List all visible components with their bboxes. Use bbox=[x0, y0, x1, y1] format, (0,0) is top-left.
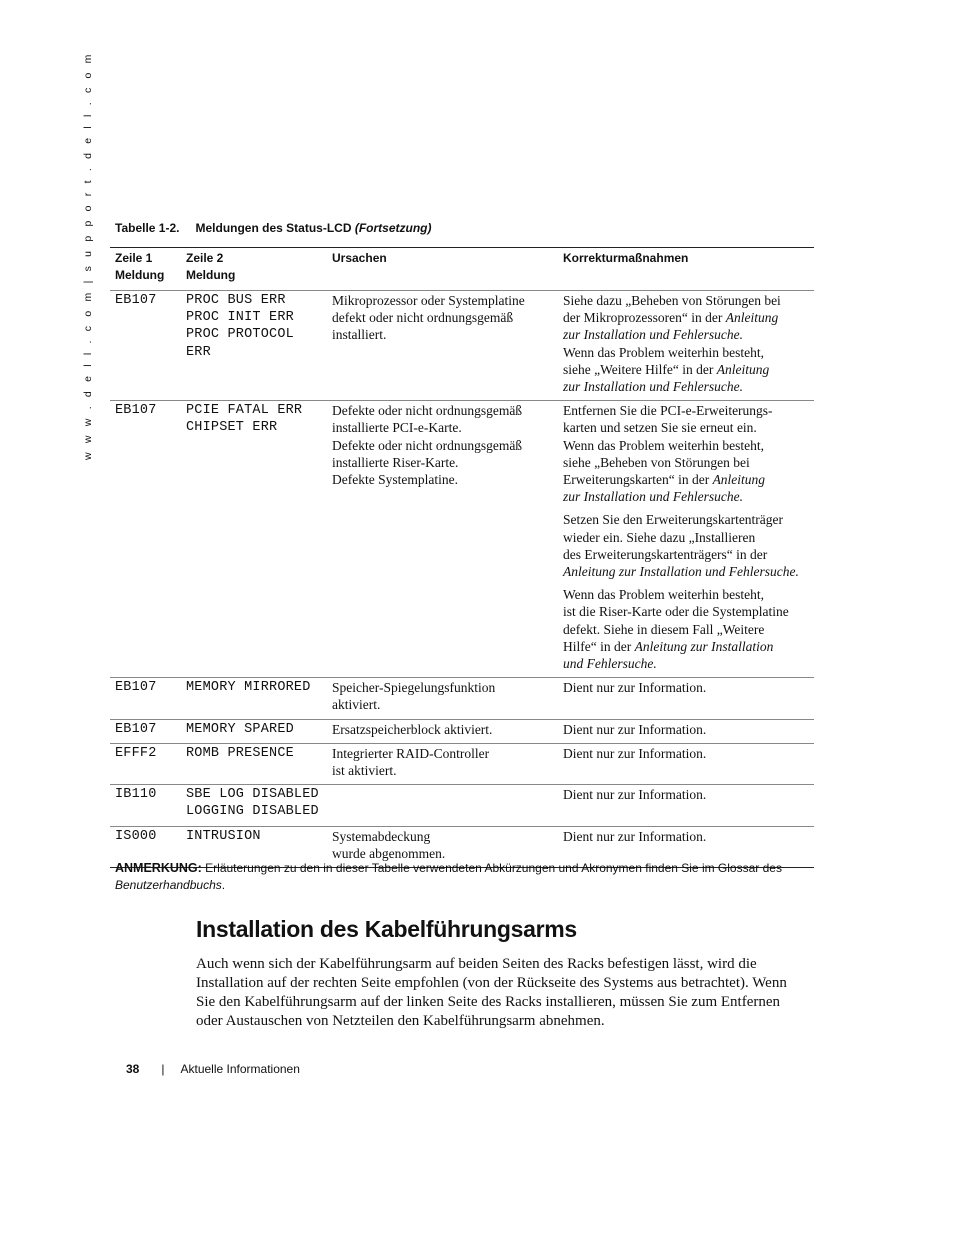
status-lcd-table bbox=[110, 247, 814, 868]
action-line: defekt. Siehe in diesem Fall „Weitere bbox=[563, 621, 765, 637]
message-line: INTRUSION bbox=[186, 828, 261, 844]
page-number: 38 bbox=[126, 1062, 140, 1076]
note-end: . bbox=[221, 878, 226, 892]
action-line: zur Installation und Fehlersuche. bbox=[563, 327, 743, 343]
action-line: Setzen Sie den Erweiterungskartenträger bbox=[563, 512, 784, 528]
cause-line: Systemabdeckung bbox=[332, 828, 431, 844]
action-line: Wenn das Problem weiterhin besteht, bbox=[563, 587, 764, 603]
side-url: w w w . d e l l . c o m | s u p p o r t . d e l l . c o m bbox=[82, 51, 94, 460]
table-row bbox=[110, 401, 814, 678]
cell-action bbox=[558, 785, 814, 826]
cause-line: Defekte Systemplatine. bbox=[332, 472, 458, 488]
action-paragraph bbox=[563, 721, 808, 738]
cell-line1-code: EFFF2 bbox=[110, 743, 181, 784]
table-row bbox=[110, 743, 814, 784]
action-line: siehe „Weitere Hilfe“ in der Anleitung bbox=[563, 361, 770, 377]
action-line: Hilfe“ in der Anleitung zur Installation bbox=[563, 638, 774, 654]
note bbox=[115, 860, 805, 894]
cell-line2-message bbox=[181, 785, 327, 826]
cause-line: installierte Riser-Karte. bbox=[332, 454, 459, 470]
note-label: ANMERKUNG: bbox=[115, 861, 202, 875]
message-line: MEMORY MIRRORED bbox=[186, 680, 311, 696]
message-line: ROMB PRESENCE bbox=[186, 745, 294, 761]
action-line: Dient nur zur Information. bbox=[563, 680, 707, 696]
cell-cause bbox=[327, 785, 558, 826]
cell-cause bbox=[327, 678, 558, 719]
message-line: PCIE FATAL ERR bbox=[186, 403, 303, 419]
section-heading: Installation des Kabelführungsarms bbox=[196, 916, 577, 942]
cell-line1-code: EB107 bbox=[110, 291, 181, 401]
cell-action bbox=[558, 743, 814, 784]
action-line: Wenn das Problem weiterhin besteht, bbox=[563, 437, 764, 453]
cause-line: installiert. bbox=[332, 327, 387, 343]
action-line: zur Installation und Fehlersuche. bbox=[563, 379, 743, 395]
action-line: karten und setzen Sie sie erneut ein. bbox=[563, 420, 757, 436]
header-line1: Zeile 1 Meldung bbox=[110, 248, 181, 291]
message-line: PROC PROTOCOL bbox=[186, 327, 294, 343]
table-row bbox=[110, 785, 814, 826]
cell-action bbox=[558, 678, 814, 719]
cause-line: Mikroprozessor oder Systemplatine bbox=[332, 293, 525, 308]
cell-line1-code: IS000 bbox=[115, 828, 157, 844]
cause-line: Speicher-Spiegelungsfunktion bbox=[332, 680, 496, 696]
table-header-row bbox=[110, 248, 814, 291]
table-row bbox=[110, 291, 814, 401]
cell-action bbox=[558, 401, 814, 678]
cell-line2-message bbox=[181, 743, 327, 784]
action-line: siehe „Beheben von Störungen bei bbox=[563, 454, 750, 470]
action-line: Erweiterungskarten“ in der Anleitung bbox=[563, 472, 766, 488]
message-line: PROC BUS ERR bbox=[186, 293, 286, 308]
cause-line: Defekte oder nicht ordnungsgemäß bbox=[332, 437, 523, 453]
action-paragraph bbox=[563, 828, 808, 845]
cell-line2-message bbox=[181, 291, 327, 401]
note-text: Erläuterungen zu den in dieser Tabelle verwendeten Abkürzungen und Akronymen finden Sie im Glossar des bbox=[205, 861, 782, 875]
caption-suffix: (Fortsetzung) bbox=[354, 221, 432, 235]
action-line: und Fehlersuche. bbox=[563, 656, 657, 672]
cell-line1-code: EB107 bbox=[110, 719, 181, 743]
cause-line: aktiviert. bbox=[332, 697, 381, 713]
message-line: LOGGING DISABLED bbox=[186, 804, 319, 820]
message-line: MEMORY SPARED bbox=[186, 721, 294, 737]
action-line: Dient nur zur Information. bbox=[563, 787, 707, 803]
cause-line: ist aktiviert. bbox=[332, 763, 397, 779]
action-line: ist die Riser-Karte oder die Systemplatine bbox=[563, 604, 789, 620]
cause-line: installierte PCI-e-Karte. bbox=[332, 420, 462, 436]
action-paragraph bbox=[563, 786, 808, 803]
action-line: Wenn das Problem weiterhin besteht, bbox=[563, 344, 764, 360]
action-line: wieder ein. Siehe dazu „Installieren bbox=[563, 529, 756, 545]
action-paragraph bbox=[563, 679, 808, 696]
cell-cause bbox=[327, 719, 558, 743]
table-caption bbox=[115, 221, 432, 235]
footer-title: Aktuelle Informationen bbox=[180, 1062, 300, 1076]
section-body: Auch wenn sich der Kabelführungsarm auf beiden Seiten des Racks befestigen lässt, wird die Installation auf der rechten Seite empfohlen (von der Rückseite des Systems aus betrachtet). Wenn Sie den Kabelführungsarm auf der linken Seite des Racks installieren, müssen Sie zum Entfernen oder Austauschen von Netzteilen den Kabelführungsarm abnehmen. bbox=[196, 956, 787, 1029]
cell-line1-code: EB107 bbox=[110, 401, 181, 678]
message-line: CHIPSET ERR bbox=[186, 420, 278, 436]
message-line: SBE LOG DISABLED bbox=[186, 787, 319, 803]
cell-action bbox=[558, 291, 814, 401]
caption-label: Tabelle 1-2. bbox=[115, 221, 180, 235]
cell-cause bbox=[327, 401, 558, 678]
footer-separator: | bbox=[161, 1062, 165, 1076]
table-row bbox=[110, 678, 814, 719]
note-doc: Benutzerhandbuchs bbox=[115, 878, 222, 892]
action-line: Dient nur zur Information. bbox=[563, 745, 707, 761]
action-paragraph bbox=[563, 745, 808, 762]
cell-line1-code: IB110 bbox=[110, 785, 181, 826]
cell-line2-message bbox=[181, 719, 327, 743]
message-line: ERR bbox=[186, 344, 211, 360]
cause-line: Ersatzspeicherblock aktiviert. bbox=[332, 721, 493, 737]
header-causes: Ursachen bbox=[327, 248, 558, 291]
action-line: Anleitung zur Installation und Fehlersuche. bbox=[563, 564, 799, 580]
cause-line: wurde abgenommen. bbox=[332, 845, 446, 861]
action-line: Siehe dazu „Beheben von Störungen bei bbox=[563, 293, 781, 308]
action-paragraph bbox=[563, 402, 808, 505]
action-line: zur Installation und Fehlersuche. bbox=[563, 489, 743, 505]
header-actions: Korrekturmaßnahmen bbox=[558, 248, 814, 291]
caption-title: Meldungen des Status-LCD bbox=[195, 221, 352, 235]
cell-line2-message bbox=[181, 678, 327, 719]
action-line: Entfernen Sie die PCI-e-Erweiterungs- bbox=[563, 403, 773, 419]
action-line: der Mikroprozessoren“ in der Anleitung bbox=[563, 310, 779, 326]
cell-cause bbox=[327, 743, 558, 784]
page-footer bbox=[126, 1062, 300, 1076]
cause-line: Defekte oder nicht ordnungsgemäß bbox=[332, 403, 523, 419]
header-line2: Zeile 2 Meldung bbox=[181, 248, 327, 291]
cause-line: defekt oder nicht ordnungsgemäß bbox=[332, 310, 514, 326]
cell-line1-code: EB107 bbox=[110, 678, 181, 719]
action-paragraph bbox=[563, 292, 808, 395]
cell-cause bbox=[327, 291, 558, 401]
action-paragraph bbox=[563, 586, 808, 672]
message-line: PROC INIT ERR bbox=[186, 310, 294, 326]
cell-line2-message bbox=[181, 401, 327, 678]
cell-action bbox=[558, 719, 814, 743]
action-line: des Erweiterungskartenträgers“ in der bbox=[563, 546, 768, 562]
action-line: Dient nur zur Information. bbox=[563, 828, 707, 844]
action-paragraph bbox=[563, 511, 808, 580]
table-row bbox=[110, 719, 814, 743]
cause-line: Integrierter RAID-Controller bbox=[332, 745, 490, 761]
action-line: Dient nur zur Information. bbox=[563, 721, 707, 737]
